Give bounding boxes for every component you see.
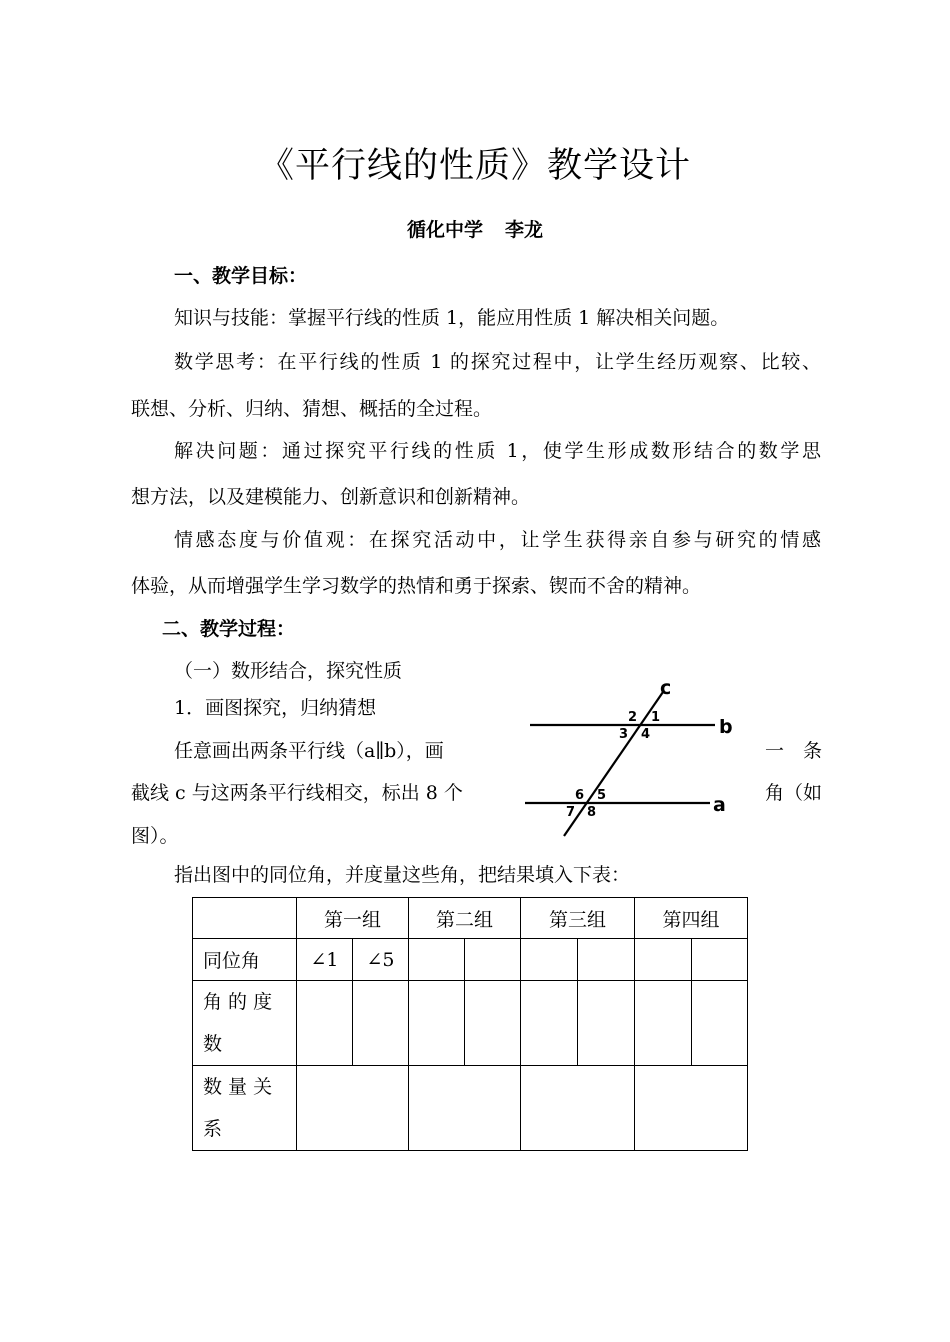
table-header-group3: 第三组: [521, 898, 635, 939]
goal-problem-line1: 解决问题：通过探究平行线的性质 1，使学生形成数形结合的数学思: [174, 440, 821, 462]
row-label-corresponding-angles: 同位角: [193, 939, 297, 981]
para-line1-right: 一 条: [764, 740, 822, 762]
para-line1-left: 任意画出两条平行线（a∥b），画: [174, 740, 444, 762]
table-row-relationship: [193, 1066, 748, 1151]
angle-label-1: 1: [651, 710, 661, 725]
row-label-relationship: [193, 1066, 297, 1151]
angle-label-6: 6: [575, 788, 585, 803]
goal-knowledge: 知识与技能：掌握平行线的性质 1，能应用性质 1 解决相关问题。: [174, 307, 730, 329]
row-label-degrees-line1: 角 的 度: [203, 991, 273, 1013]
table-cell: [692, 981, 748, 1066]
table-cell: [465, 939, 521, 981]
table-header-group2: 第二组: [409, 898, 521, 939]
table-cell: [635, 981, 692, 1066]
angle-label-4: 4: [641, 727, 651, 742]
angle-label-2: 2: [628, 710, 638, 725]
table-header-group4: 第四组: [635, 898, 748, 939]
goal-emotion-line2: 体验，从而增强学生学习数学的热情和勇于探索、锲而不舍的精神。: [131, 575, 702, 597]
page-title: 《平行线的性质》教学设计: [258, 146, 691, 186]
table-cell-angle1: ∠1: [297, 939, 353, 981]
row-label-degrees: [193, 981, 297, 1066]
angle-label-3: 3: [619, 727, 629, 742]
author-name: 李龙: [505, 219, 544, 241]
table-cell: [521, 1066, 635, 1151]
table-cell: [297, 981, 353, 1066]
table-cell: [635, 1066, 748, 1151]
section2-heading: 二、教学过程：: [162, 618, 296, 640]
angle-label-7: 7: [566, 805, 576, 820]
label-b: b: [719, 716, 733, 738]
author-line: [0, 215, 950, 242]
label-a: a: [713, 794, 726, 816]
goal-thinking-line2: 联想、分析、归纳、猜想、概括的全过程。: [131, 398, 493, 420]
table-row-corresponding-angles: [193, 939, 748, 981]
table-cell: [635, 939, 692, 981]
subsection-heading: （一）数形结合，探究性质: [174, 660, 403, 682]
angle-label-5: 5: [597, 788, 607, 803]
para-line3: 图）。: [131, 825, 179, 847]
table-cell: [578, 981, 635, 1066]
table-instruction: 指出图中的同位角，并度量这些角，把结果填入下表：: [174, 864, 631, 886]
school-name: 循化中学: [406, 219, 483, 241]
table-header-group1: 第一组: [297, 898, 409, 939]
parallel-lines-diagram: [520, 672, 780, 842]
row-label-relationship-line1: 数 量 关: [203, 1076, 273, 1098]
table-cell: [521, 981, 578, 1066]
goal-thinking-line1: 数学思考：在平行线的性质 1 的探究过程中，让学生经历观察、比较、: [174, 351, 821, 373]
para-line2-right: 角（如: [764, 782, 822, 804]
table-cell: [409, 939, 465, 981]
table-cell-angle5: ∠5: [353, 939, 409, 981]
table-cell: [409, 981, 465, 1066]
table-header-row: [193, 898, 748, 939]
table-cell: [353, 981, 409, 1066]
label-c: c: [660, 677, 672, 699]
table-cell: [465, 981, 521, 1066]
goal-emotion-line1: 情感态度与价值观：在探究活动中，让学生获得亲自参与研究的情感: [174, 529, 821, 551]
table-row-degrees: [193, 981, 748, 1066]
angle-label-8: 8: [587, 805, 597, 820]
step-heading: 1．画图探究，归纳猜想: [174, 697, 377, 719]
table-cell: [409, 1066, 521, 1151]
section1-heading: 一、教学目标：: [174, 265, 308, 287]
angle-measurement-table: [192, 897, 748, 1151]
table-cell: [578, 939, 635, 981]
para-line2-left: 截线 c 与这两条平行线相交，标出 8 个: [131, 782, 463, 804]
table-cell: [521, 939, 578, 981]
line-c: [564, 692, 663, 836]
table-cell: [297, 1066, 409, 1151]
table-corner-cell: [193, 898, 297, 939]
table-cell: [692, 939, 748, 981]
row-label-degrees-line2: 数: [203, 1033, 223, 1055]
row-label-relationship-line2: 系: [203, 1118, 223, 1140]
goal-problem-line2: 想方法，以及建模能力、创新意识和创新精神。: [131, 486, 531, 508]
